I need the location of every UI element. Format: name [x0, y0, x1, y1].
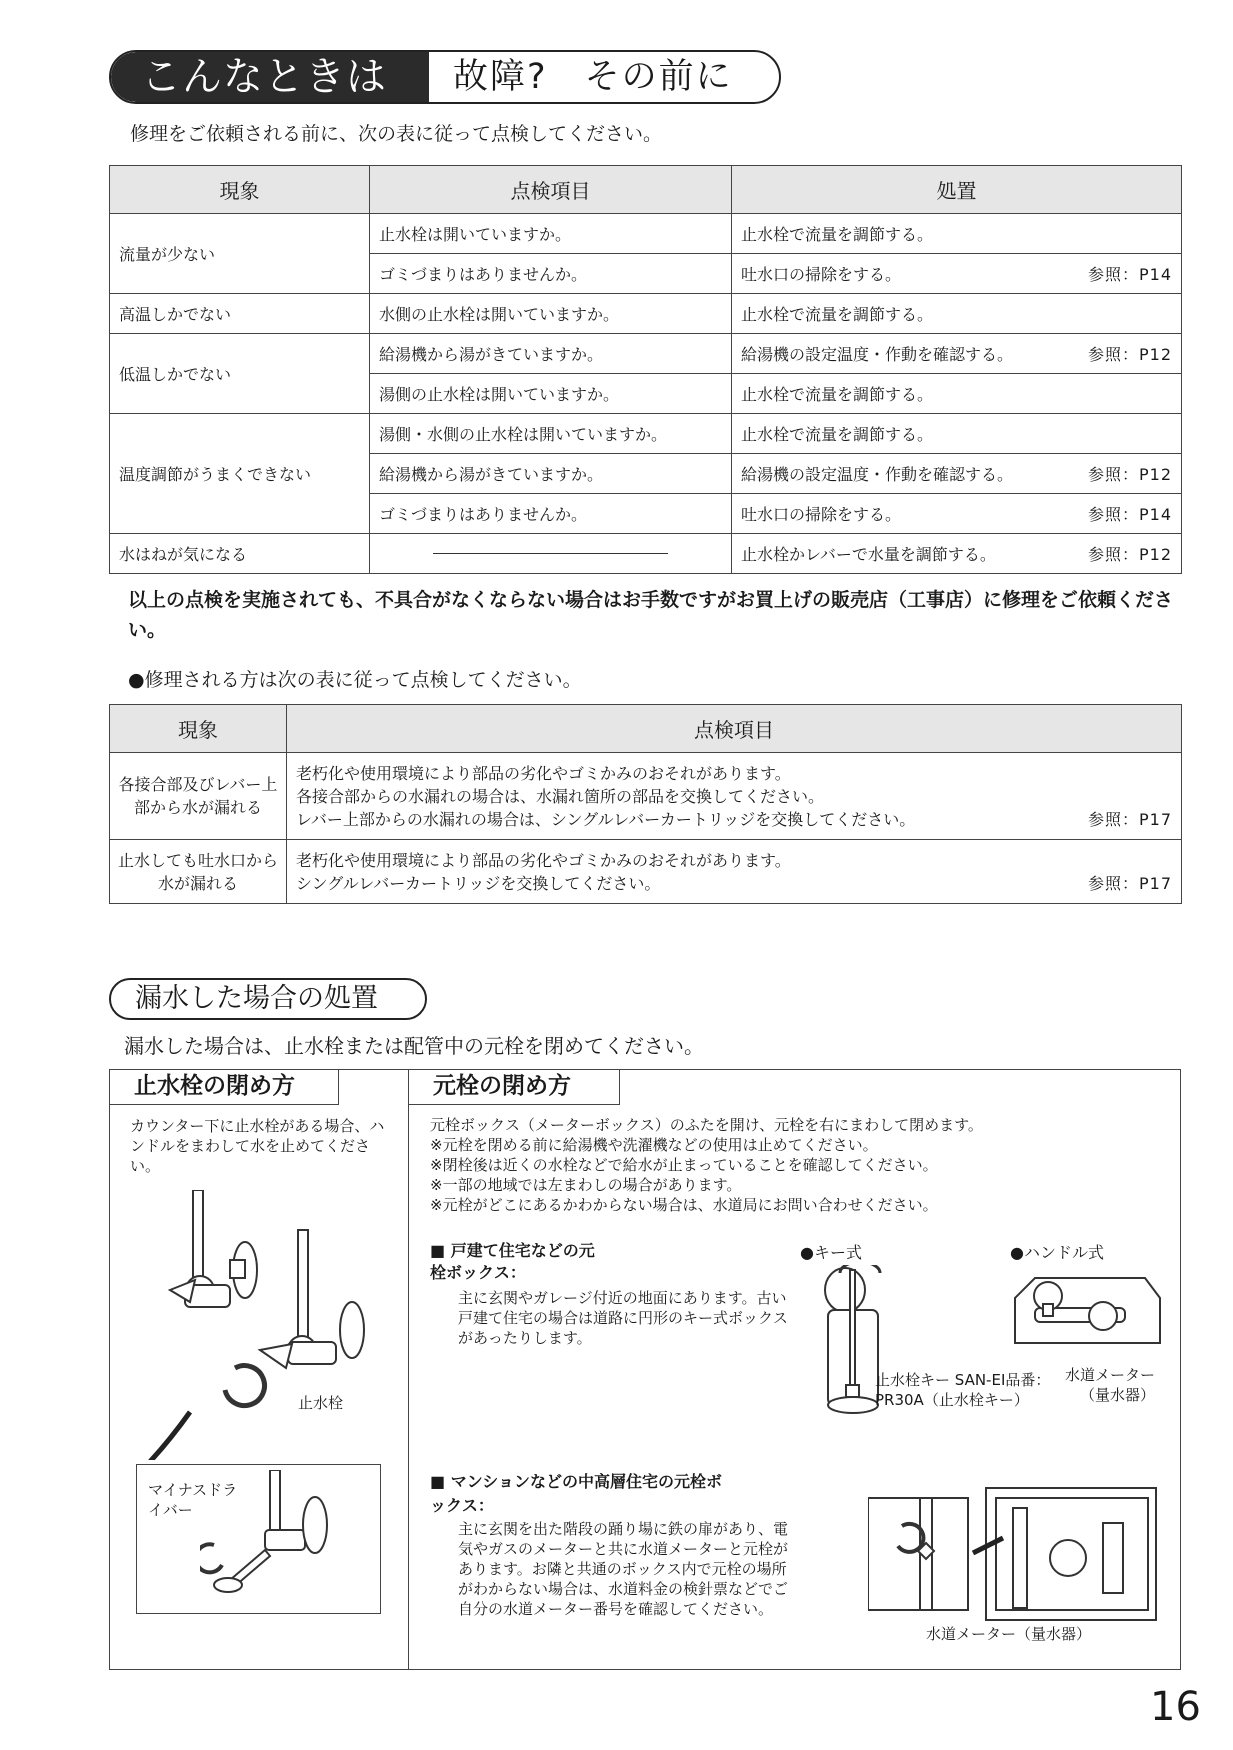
repair-table	[109, 704, 1182, 904]
action-cell: 止水栓で流量を調節する。	[732, 414, 1182, 454]
action-cell: 止水栓で流量を調節する。	[732, 294, 1182, 334]
check-cell: 給湯機から湯がきていますか。	[370, 454, 732, 494]
symptom-cell: 水はねが気になる	[110, 534, 370, 574]
repairer-note: ●修理される方は次の表に従って点検してください。	[128, 669, 582, 691]
action-cell: 止水栓で流量を調節する。	[732, 374, 1182, 414]
action-cell: 給湯機の設定温度・作動を確認する。 参照：P12	[732, 454, 1182, 494]
action-cell: 吐水口の掃除をする。 参照：P14	[732, 254, 1182, 294]
action-cell: 吐水口の掃除をする。 参照：P14	[732, 494, 1182, 534]
page-number: 16	[1150, 1684, 1201, 1730]
check-cell: 湯側の止水栓は開いていますか。	[370, 374, 732, 414]
symptom-cell: 流量が少ない	[110, 214, 370, 294]
meter-label: 水道メーター（量水器）	[1064, 1366, 1155, 1404]
header-symptom: 現象	[110, 705, 287, 753]
table-row	[110, 414, 1182, 454]
check-cell: 湯側・水側の止水栓は開いていますか。	[370, 414, 732, 454]
meter-label-2: 水道メーター（量水器）	[926, 1625, 1092, 1643]
dash-line	[433, 553, 668, 554]
section-title: 漏水した場合の処置	[109, 978, 427, 1020]
action-cell: 止水栓で流量を調節する。	[732, 214, 1182, 254]
title-light: 故障? その前に	[453, 57, 733, 97]
symptom-cell: 各接合部及びレバー上部から水が漏れる	[110, 753, 287, 840]
ref-label: 参照：P12	[1087, 545, 1172, 564]
house-text: 主に玄関やガレージ付近の地面にあります。古い戸建て住宅の場合は道路に円形のキー式ボックスがあったりします。	[458, 1289, 788, 1347]
stopcock-text: カウンター下に止水栓がある場合、ハンドルをまわして水を止めてください。	[130, 1117, 385, 1175]
driver-illustration	[200, 1470, 375, 1610]
repair-note: 以上の点検を実施されても、不具合がなくならない場合はお手数ですがお買上げの販売店（工事店）に修理をご依頼ください。	[128, 589, 1174, 641]
ref-label: 参照：P14	[1087, 265, 1172, 284]
house-heading: ■ 戸建て住宅などの元栓ボックス：	[430, 1241, 595, 1282]
handle-type-label: ●ハンドル式	[1010, 1243, 1104, 1262]
tab-main-valve: 元栓の閉め方	[408, 1069, 620, 1105]
mansion-heading: ■ マンションなどの中高層住宅の元栓ボックス：	[430, 1472, 722, 1515]
symptom-cell: 温度調節がうまくできない	[110, 414, 370, 534]
check-cell: 老朽化や使用環境により部品の劣化やゴミかみのおそれがあります。 各接合部からの水漏れの場合は、水漏れ箇所の部品を交換してください。 レバー上部からの水漏れの場合は、シングルレバーカートリッジを交換してください。 参照：P17	[287, 753, 1182, 840]
table-row	[110, 840, 1182, 904]
handle-box-illustration	[1005, 1268, 1165, 1363]
table-row	[110, 334, 1182, 374]
check-cell: ゴミづまりはありませんか。	[370, 494, 732, 534]
action-cell: 止水栓かレバーで水量を調節する。 参照：P12	[732, 534, 1182, 574]
table-row	[110, 294, 1182, 334]
ref-label: 参照：P12	[1087, 465, 1172, 484]
ref-label: 参照：P17	[1087, 873, 1172, 893]
mansion-text: 主に玄関を出た階段の踊り場に鉄の扉があり、電気やガスのメーターと共に水道メーターと元栓があります。お隣と共通のボックス内で元栓の場所がわからない場合は、水道料金の検針票などでご自分の水道メーター番号を確認してください。	[458, 1520, 789, 1618]
mansion-box-illustration	[868, 1478, 1168, 1628]
tab-stopcock: 止水栓の閉め方	[109, 1069, 339, 1105]
check-cell: 給湯機から湯がきていますか。	[370, 334, 732, 374]
main-valve-instructions: 元栓ボックス（メーターボックス）のふたを開け、元栓を右にまわして閉めます。 ※元栓を閉める前に給湯機や洗濯機などの使用は止めてください。 ※閉栓後は近くの水栓などで給水が止まっていることを確認してください。 ※一部の地域では左まわしの場合があります。 ※元栓がどこにあるかわからない場合は、水道局にお問い合わせください。	[430, 1116, 983, 1214]
check-cell: 老朽化や使用環境により部品の劣化やゴミかみのおそれがあります。 シングルレバーカートリッジを交換してください。 参照：P17	[287, 840, 1182, 904]
check-cell	[370, 534, 732, 574]
symptom-cell: 止水しても吐水口から水が漏れる	[110, 840, 287, 904]
key-type-label: ●キー式	[800, 1243, 862, 1262]
table-row	[110, 753, 1182, 840]
header-action: 処置	[732, 166, 1182, 214]
ref-label: 参照：P14	[1087, 505, 1172, 524]
page-title	[109, 50, 781, 104]
ref-label: 参照：P17	[1087, 809, 1172, 829]
action-cell: 給湯機の設定温度・作動を確認する。 参照：P12	[732, 334, 1182, 374]
check-cell: 水側の止水栓は開いていますか。	[370, 294, 732, 334]
frame-divider	[408, 1069, 409, 1670]
symptom-cell: 高温しかでない	[110, 294, 370, 334]
driver-label: マイナスドライバー	[148, 1481, 238, 1519]
table-row	[110, 214, 1182, 254]
title-dark: こんなときは	[111, 52, 429, 102]
ref-label: 参照：P12	[1087, 345, 1172, 364]
table-row	[110, 534, 1182, 574]
section-intro: 漏水した場合は、止水栓または配管中の元栓を閉めてください。	[124, 1034, 704, 1058]
check-cell: ゴミづまりはありませんか。	[370, 254, 732, 294]
header-check: 点検項目	[287, 705, 1182, 753]
header-symptom: 現象	[110, 166, 370, 214]
intro-text: 修理をご依頼される前に、次の表に従って点検してください。	[130, 123, 663, 145]
troubleshoot-table	[109, 165, 1182, 574]
check-cell: 止水栓は開いていますか。	[370, 214, 732, 254]
symptom-cell: 低温しかでない	[110, 334, 370, 414]
stopcock-illustration	[130, 1190, 390, 1460]
header-check: 点検項目	[370, 166, 732, 214]
valve-label: 止水栓	[298, 1394, 344, 1412]
key-label: 止水栓キー SAN-EI品番：PR30A（止水栓キー）	[875, 1371, 1051, 1409]
